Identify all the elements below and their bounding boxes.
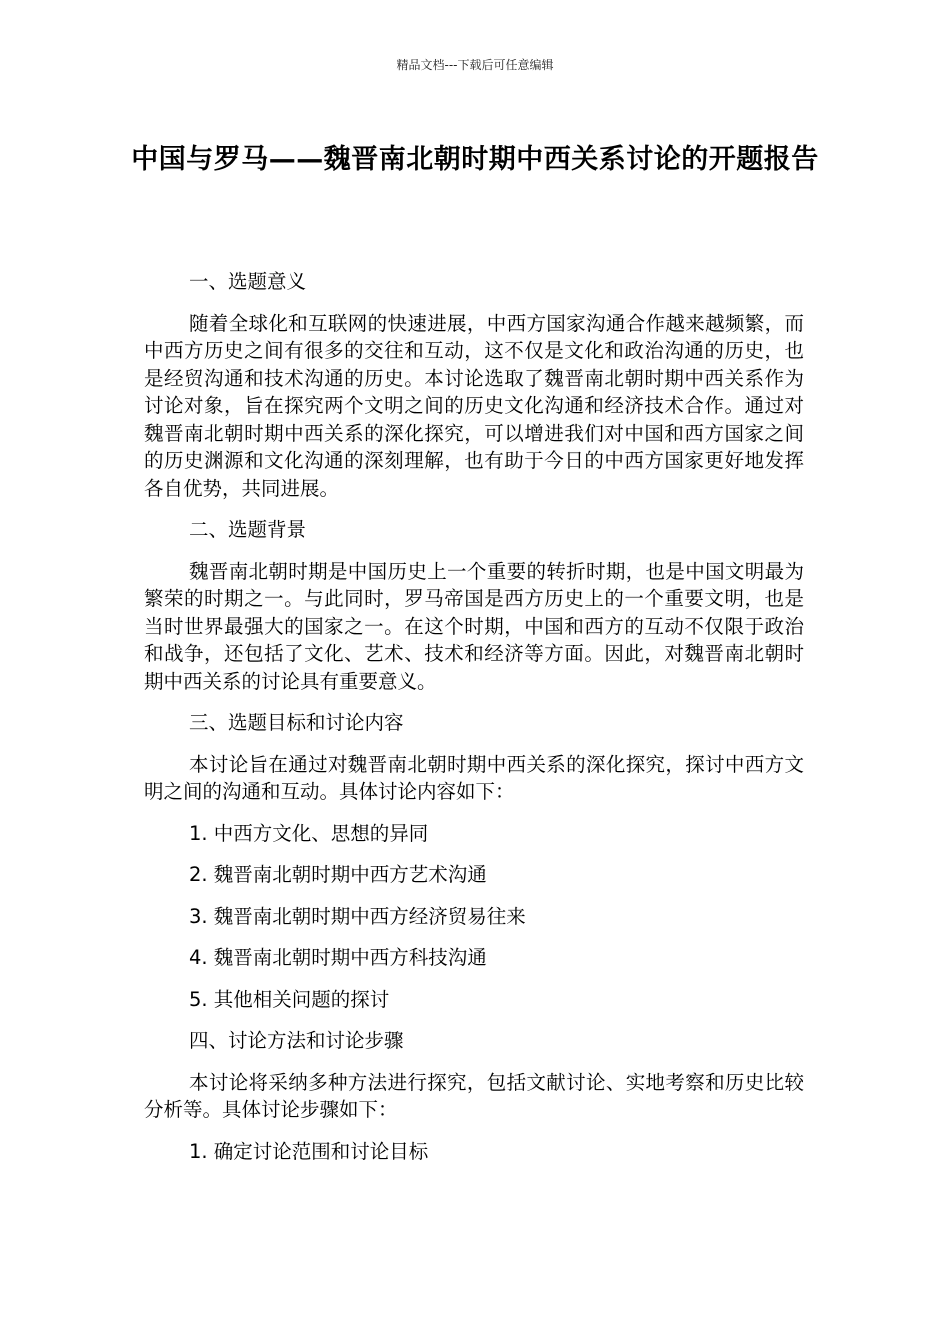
list-item: 1. 确定讨论范围和讨论目标 [189, 1139, 429, 1163]
paragraph: 本讨论将采纳多种方法进行探究，包括文献讨论、实地考察和历史比较分析等。具体讨论步骤如下： [144, 1070, 804, 1121]
section-heading: 二、选题背景 [189, 518, 307, 541]
paragraph: 魏晋南北朝时期是中国历史上一个重要的转折时期，也是中国文明最为繁荣的时期之一。与此同时，罗马帝国是西方历史上的一个重要文明，也是当时世界最强大的国家之一。在这个时期，中国和西方的互动不仅限于政治和战争，还包括了文化、艺术、技术和经济等方面。因此，对魏晋南北朝时期中西关系的讨论具有重要意义。 [144, 559, 804, 693]
header-note: 精品文档---下载后可任意编辑 [396, 58, 554, 72]
list-item: 1. 中西方文化、思想的异同 [189, 821, 429, 845]
section-heading: 四、讨论方法和讨论步骤 [189, 1029, 404, 1052]
list-item: 5. 其他相关问题的探讨 [189, 987, 390, 1011]
section-heading: 一、选题意义 [189, 270, 307, 293]
paragraph: 本讨论旨在通过对魏晋南北朝时期中西关系的深化探究，探讨中西方文明之间的沟通和互动。具体讨论内容如下： [144, 752, 804, 803]
list-item: 2. 魏晋南北朝时期中西方艺术沟通 [189, 863, 487, 886]
section-heading: 三、选题目标和讨论内容 [189, 711, 404, 734]
list-item: 3. 魏晋南北朝时期中西方经济贸易往来 [189, 904, 526, 928]
document-body [144, 268, 804, 1179]
paragraph: 随着全球化和互联网的快速进展，中西方国家沟通合作越来越频繁，而中西方历史之间有很多的交往和互动，这不仅是文化和政治沟通的历史，也是经贸沟通和技术沟通的历史。本讨论选取了魏晋南北朝时期中西关系作为讨论对象，旨在探究两个文明之间的历史文化沟通和经济技术合作。通过对魏晋南北朝时期中西关系的深化探究，可以增进我们对中国和西方国家之间的历史渊源和文化沟通的深刻理解，也有助于今日的中西方国家更好地发挥各自优势，共同进展。 [144, 311, 804, 500]
document-title: 中国与罗马——魏晋南北朝时期中西关系讨论的开题报告 [131, 144, 819, 175]
list-item: 4. 魏晋南北朝时期中西方科技沟通 [189, 946, 487, 969]
